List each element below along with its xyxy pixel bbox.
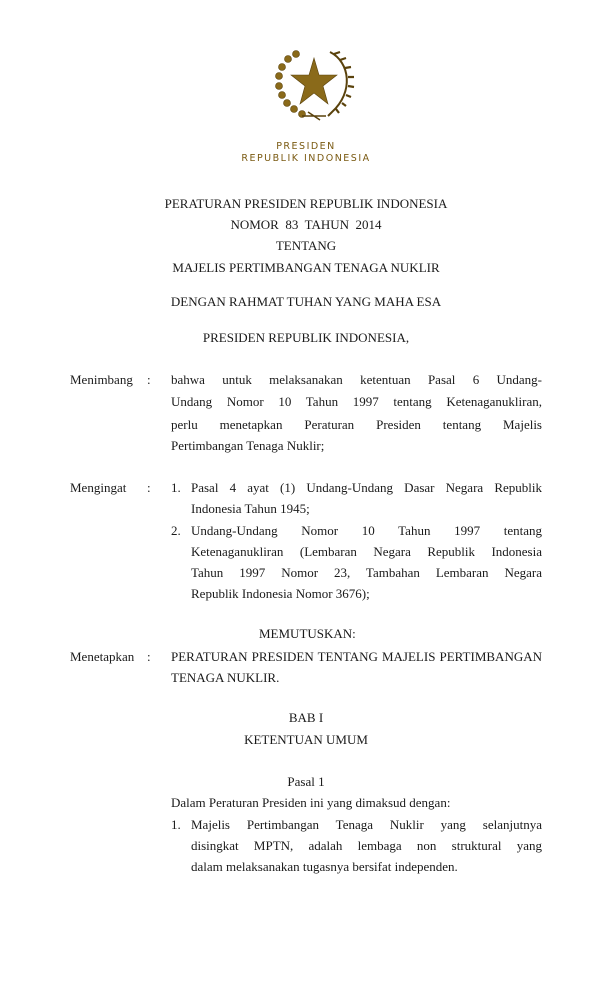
list-number: 2. (171, 523, 181, 538)
garuda-emblem-icon (272, 44, 356, 124)
emblem-subtitle: REPUBLIK INDONESIA (241, 153, 371, 164)
menimbang-line: perlu menetapkan Peraturan Presiden tentang Majelis (171, 417, 542, 432)
menetapkan-label: Menetapkan (70, 649, 135, 664)
menimbang-colon: : (147, 372, 151, 387)
menimbang-label: Menimbang (70, 372, 133, 387)
doc-title: PERATURAN PRESIDEN REPUBLIK INDONESIA (164, 196, 448, 211)
mengingat-line: Pasal 4 ayat (1) Undang-Undang Dasar Negara Republik (191, 480, 542, 495)
pasal-line: dalam melaksanakan tugasnya bersifat independen. (191, 859, 458, 874)
doc-number: NOMOR 83 TAHUN 2014 (230, 217, 382, 232)
pasal-intro: Dalam Peraturan Presiden ini yang dimaksud dengan: (171, 795, 451, 810)
menetapkan-line: PERATURAN PRESIDEN TENTANG MAJELIS PERTIMBANGAN (171, 649, 542, 664)
pasal-line: disingkat MPTN, adalah lembaga non struktural yang (191, 838, 542, 853)
menimbang-line: bahwa untuk melaksanakan ketentuan Pasal 6 Undang- (171, 372, 542, 387)
list-number: 1. (171, 480, 181, 495)
doc-invocation: DENGAN RAHMAT TUHAN YANG MAHA ESA (170, 294, 442, 309)
menimbang-line: Pertimbangan Tenaga Nuklir; (171, 438, 325, 453)
mengingat-line: Tahun 1997 Nomor 23, Tambahan Lembaran Negara (191, 565, 542, 580)
menimbang-line: Undang Nomor 10 Tahun 1997 tentang Ketenaganukliran, (171, 394, 542, 409)
mengingat-line: Republik Indonesia Nomor 3676); (191, 586, 370, 601)
mengingat-line: Undang-Undang Nomor 10 Tahun 1997 tentang (191, 523, 542, 538)
bab-subtitle: KETENTUAN UMUM (244, 732, 368, 747)
mengingat-line: Indonesia Tahun 1945; (191, 501, 310, 516)
mengingat-colon: : (147, 480, 151, 495)
doc-president: PRESIDEN REPUBLIK INDONESIA, (202, 330, 410, 345)
doc-subject: MAJELIS PERTIMBANGAN TENAGA NUKLIR (172, 260, 440, 275)
pasal-title: Pasal 1 (287, 774, 325, 789)
mengingat-line: Ketenaganukliran (Lembaran Negara Republik Indonesia (191, 544, 542, 559)
memutuskan-heading: MEMUTUSKAN: (259, 626, 356, 641)
pasal-line: Majelis Pertimbangan Tenaga Nuklir yang selanjutnya (191, 817, 542, 832)
bab-title: BAB I (288, 710, 324, 725)
emblem-title: PRESIDEN (276, 141, 336, 152)
list-number: 1. (171, 817, 181, 832)
menetapkan-colon: : (147, 649, 151, 664)
doc-tentang: TENTANG (275, 238, 337, 253)
mengingat-label: Mengingat (70, 480, 127, 495)
menetapkan-line: TENAGA NUKLIR. (171, 670, 280, 685)
